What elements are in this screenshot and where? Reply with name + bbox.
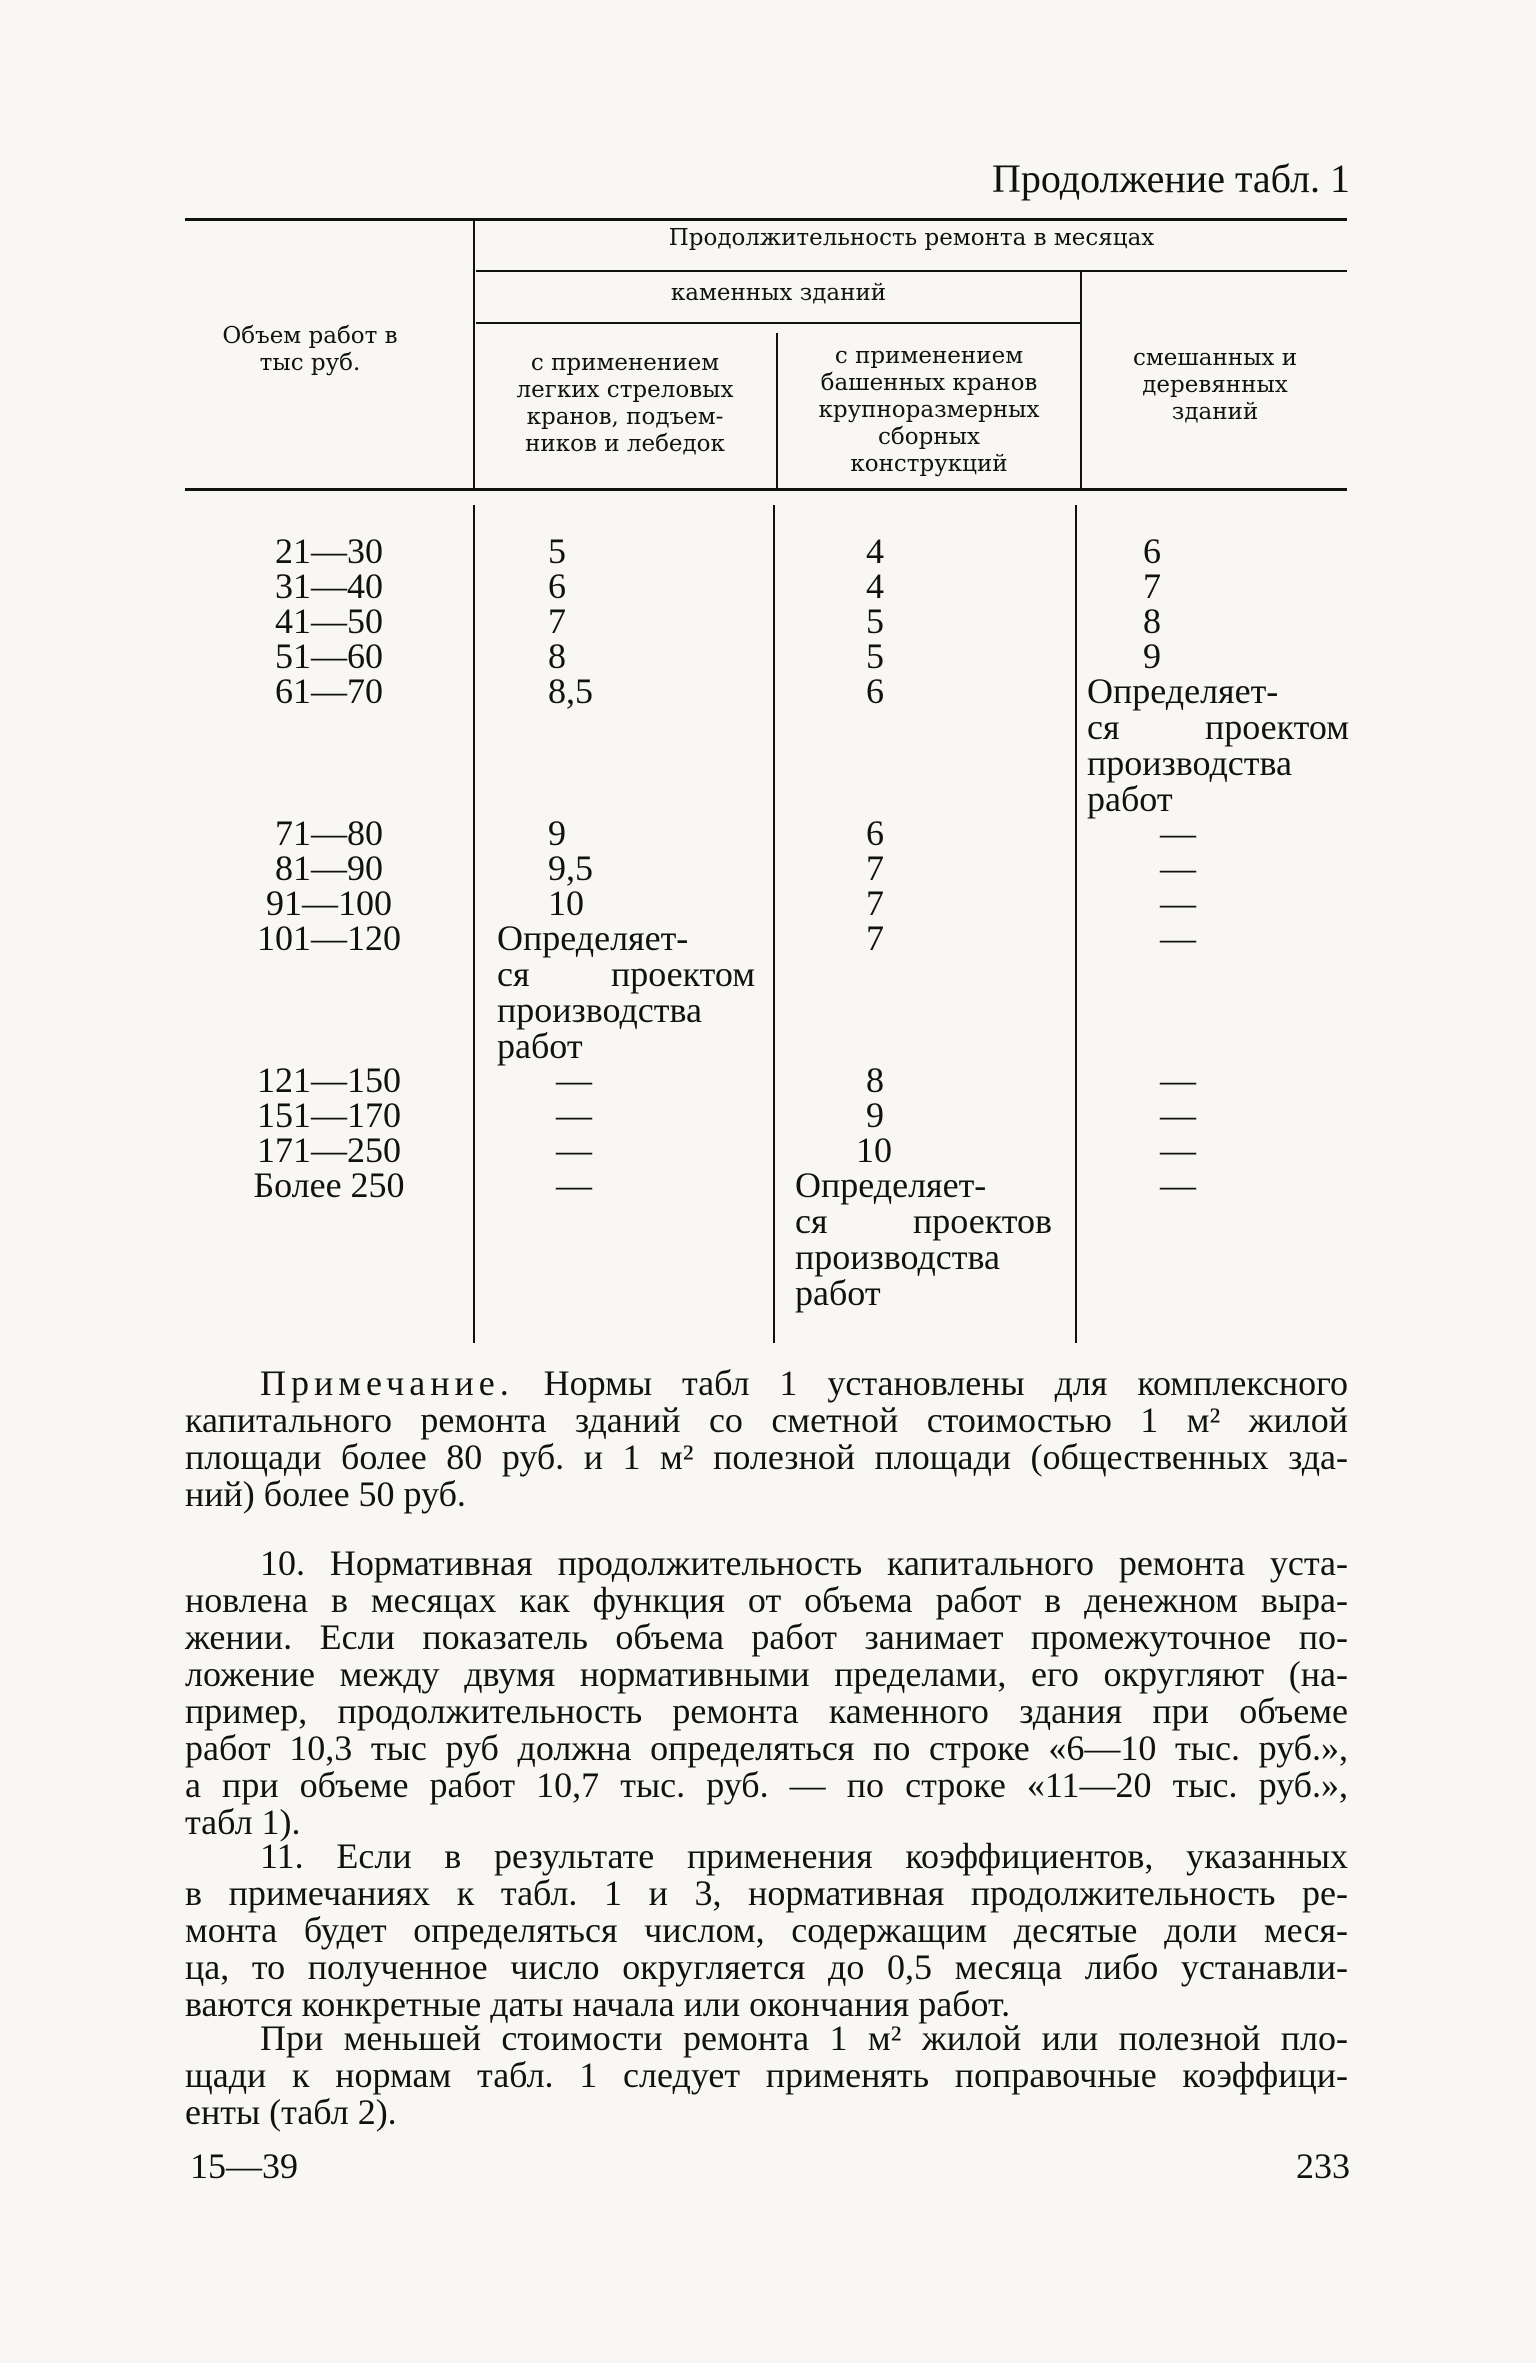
- light-cell: 8: [548, 636, 566, 676]
- light-cell: —: [556, 1165, 592, 1205]
- col-divider-3-body: [1075, 505, 1077, 1343]
- header-col-light: с применением легких стреловых кранов, подъем- ников и лебедок: [516, 350, 734, 457]
- header-volume: Объем работ в тыс руб.: [222, 323, 398, 376]
- light-cell: 9: [548, 813, 566, 853]
- header-col-mixed: смешанных и деревянных зданий: [1132, 345, 1298, 425]
- mixed-cell: —: [1160, 918, 1196, 958]
- tower-cell: 7: [866, 848, 884, 888]
- mixed-cell: 7: [1143, 566, 1161, 606]
- tower-cell: 7: [866, 918, 884, 958]
- tower-cell: 5: [866, 636, 884, 676]
- volume-cell: 61—70: [275, 671, 383, 711]
- tower-cell: 9: [866, 1095, 884, 1135]
- volume-cell: 31—40: [275, 566, 383, 606]
- tower-cell: 6: [866, 813, 884, 853]
- col-divider-1-header: [473, 220, 475, 488]
- header-bottom-rule: [185, 488, 1347, 491]
- tower-cell: 6: [866, 671, 884, 711]
- header-stone-underline: [476, 322, 1081, 324]
- light-cell: 9,5: [548, 848, 593, 888]
- mixed-cell: —: [1160, 1130, 1196, 1170]
- page-number: 233: [1296, 2146, 1350, 2186]
- note-label: Примечание.: [260, 1363, 514, 1403]
- light-cell: 6: [548, 566, 566, 606]
- header-stone-group: каменных зданий: [670, 280, 887, 306]
- col-divider-2-body: [773, 505, 775, 1343]
- mixed-cell: 8: [1143, 601, 1161, 641]
- tower-cell: 8: [866, 1060, 884, 1100]
- mixed-cell: —: [1160, 1060, 1196, 1100]
- mixed-cell-wrapped: Определяет- ся проектом производства работ: [1087, 671, 1349, 819]
- mixed-cell: —: [1160, 813, 1196, 853]
- mixed-cell: —: [1160, 848, 1196, 888]
- tower-cell: 4: [866, 566, 884, 606]
- tower-cell: 7: [866, 883, 884, 923]
- continuation-title: Продолжение табл. 1: [992, 156, 1350, 201]
- light-cell: 7: [548, 601, 566, 641]
- light-cell: 10: [548, 883, 584, 923]
- col-divider-1-body: [473, 505, 475, 1343]
- volume-cell: 91—100: [266, 883, 392, 923]
- table-top-rule: [185, 218, 1347, 221]
- volume-cell: 21—30: [275, 531, 383, 571]
- volume-cell: 81—90: [275, 848, 383, 888]
- volume-cell: 51—60: [275, 636, 383, 676]
- paragraph-10: 10. Нормативная продолжительность капитального ремонта уста- новлена в месяцах как функция от объема работ в денежном выра- жении. Если показатель объема работ занимает промежуточное по- ложение между двумя нормативными пределами, его округляют (на- пример, продолжительность ремонта каменного здания при объеме работ 10,3 тыс руб должна определяться по строке «6—10 тыс. руб.», а при объеме работ 10,7 тыс. руб. — по строке «11—20 тыс. руб.», табл 1).: [185, 1543, 1348, 1842]
- mixed-cell: —: [1160, 1165, 1196, 1205]
- tower-cell: 10: [856, 1130, 892, 1170]
- tower-cell-wrapped: Определяет- ся проектов производства работ: [795, 1165, 1052, 1313]
- volume-cell: 171—250: [257, 1130, 401, 1170]
- light-cell: —: [556, 1095, 592, 1135]
- light-cell: 8,5: [548, 671, 593, 711]
- tower-cell: 4: [866, 531, 884, 571]
- light-cell: 5: [548, 531, 566, 571]
- mixed-cell: —: [1160, 1095, 1196, 1135]
- footer-signature-mark: 15—39: [190, 2146, 298, 2186]
- volume-cell: 101—120: [257, 918, 401, 958]
- volume-cell: Более 250: [253, 1165, 405, 1205]
- paragraph-correction: При меньшей стоимости ремонта 1 м² жилой или полезной пло- щади к нормам табл. 1 следует применять поправочные коэффици- енты (табл 2).: [185, 2018, 1348, 2132]
- mixed-cell: 6: [1143, 531, 1161, 571]
- mixed-cell: —: [1160, 883, 1196, 923]
- header-col-tower: с применением башенных кранов крупноразмерных сборных конструкций: [818, 343, 1040, 477]
- header-duration-group: Продолжительность ремонта в месяцах: [668, 225, 1155, 251]
- light-cell-wrapped: Определяет- ся проектом производства работ: [497, 918, 755, 1066]
- volume-cell: 121—150: [257, 1060, 401, 1100]
- light-cell: —: [556, 1060, 592, 1100]
- light-cell: —: [556, 1130, 592, 1170]
- note-block: Примечание. Нормы табл 1 установлены для комплексного капитального ремонта зданий со сметной стоимостью 1 м² жилой площади более 80 руб. и 1 м² полезной площади (общественных зда- ний) более 50 руб.: [185, 1363, 1348, 1514]
- volume-cell: 71—80: [275, 813, 383, 853]
- paragraph-11: 11. Если в результате применения коэффициентов, указанных в примечаниях к табл. 1 и 3, нормативная продолжительность ре- монта будет определяться числом, содержащим десятые доли меся- ца, то полученное число округляется до 0,5 месяца либо устанавли- ваются конкретные даты начала или окончания работ.: [185, 1836, 1348, 2024]
- volume-cell: 151—170: [257, 1095, 401, 1135]
- header-duration-underline: [476, 270, 1347, 272]
- col-divider-2-header: [776, 333, 778, 488]
- tower-cell: 5: [866, 601, 884, 641]
- mixed-cell: 9: [1143, 636, 1161, 676]
- volume-cell: 41—50: [275, 601, 383, 641]
